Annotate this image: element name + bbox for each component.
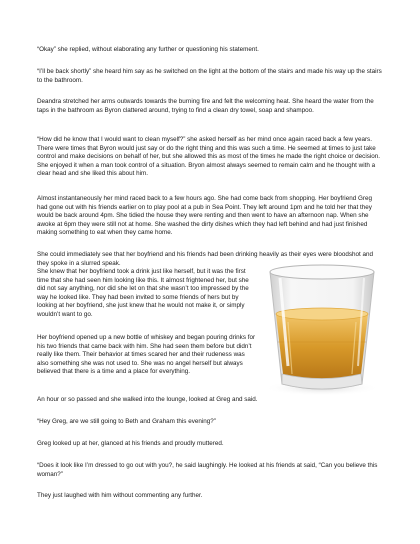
paragraph-2: “I’ll be back shortly” she heard him say as he switched on the light at the bottom of the stairs and made his way up the stairs to the bathroom. bbox=[37, 68, 382, 84]
paragraph-12: They just laughed with him without commenting any further. bbox=[37, 492, 203, 499]
paragraph-7: Her boyfriend opened up a new bottle of whiskey and began pouring drinks for his two friends that came back with him. She had seen them before but didn’t really like them. Their behavior at times scared her and their rudeness was also something she was not used to. She was no angel herself but always believed that there is a time and a place for everything. bbox=[37, 334, 256, 375]
paragraph-4: “How did he know that I would want to clean myself?” she asked herself as her mind once again raced back a few years. There were times that Byron would just say or do the right thing and this was such a time. He seemed at times to just take control and make decisions on behalf of her, but she allowed this as most of the times he made the right choice or decision. She enjoyed it when a man took control of a situation. Bryon almost always seemed to remain calm and he thought with a clear head and she liked this about him. bbox=[37, 136, 381, 177]
paragraph-11: “Does it look like I’m dressed to go out with you?, he said laughingly. He looked at his friends at said, “Can you believe this woman?” bbox=[37, 462, 378, 478]
whiskey-glass-image bbox=[258, 262, 386, 397]
paragraph-1: “Okay” she replied, without elaborating any further or questioning his statement. bbox=[37, 46, 259, 53]
paragraph-6-lead: She could immediately see that her boyfriend and his friends had been drinking heavily as their eyes were bloodshot and they spoke in a slurred speak. bbox=[37, 251, 374, 267]
paragraph-5: Almost instantaneously her mind raced back to a few hours ago. She had come back from shopping. Her boyfriend Greg had gone out with his friends earlier on to play pool at a pub in Sea Point. They left around 1pm and he told her that they would be back around 4pm. She tidied the house they were renting and then went to have an afternoon nap. When she awoke at 6pm they were still not at home. She washed the dirty dishes which they had left behind and had just finished making something to eat when they came home. bbox=[37, 195, 372, 236]
paragraph-9: “Hey Greg, are we still going to Beth and Graham this evening?” bbox=[37, 418, 216, 425]
paragraph-8: An hour or so passed and she walked into the lounge, looked at Greg and said. bbox=[37, 396, 258, 403]
paragraph-3: Deandra stretched her arms outwards towards the burning fire and felt the welcoming heat. She heard the water from the taps in the bathroom as Byron clattered around, trying to find a clean dry towel, soap and shampoo. bbox=[37, 98, 374, 114]
paragraph-10: Greg looked up at her, glanced at his friends and proudly muttered. bbox=[37, 440, 224, 447]
paragraph-6-wrap: She knew that her boyfriend took a drink just like herself, but it was the first time that she had seen him looking like this. It almost frightened her, but she did not say anything, nor did she let on that she wasn’t too impressed by the way he looked like. They had been invited to some friends of hers but by looking at her boyfriend, she just knew that he would not make it, or simply wouldn’t want to go. bbox=[37, 268, 249, 318]
